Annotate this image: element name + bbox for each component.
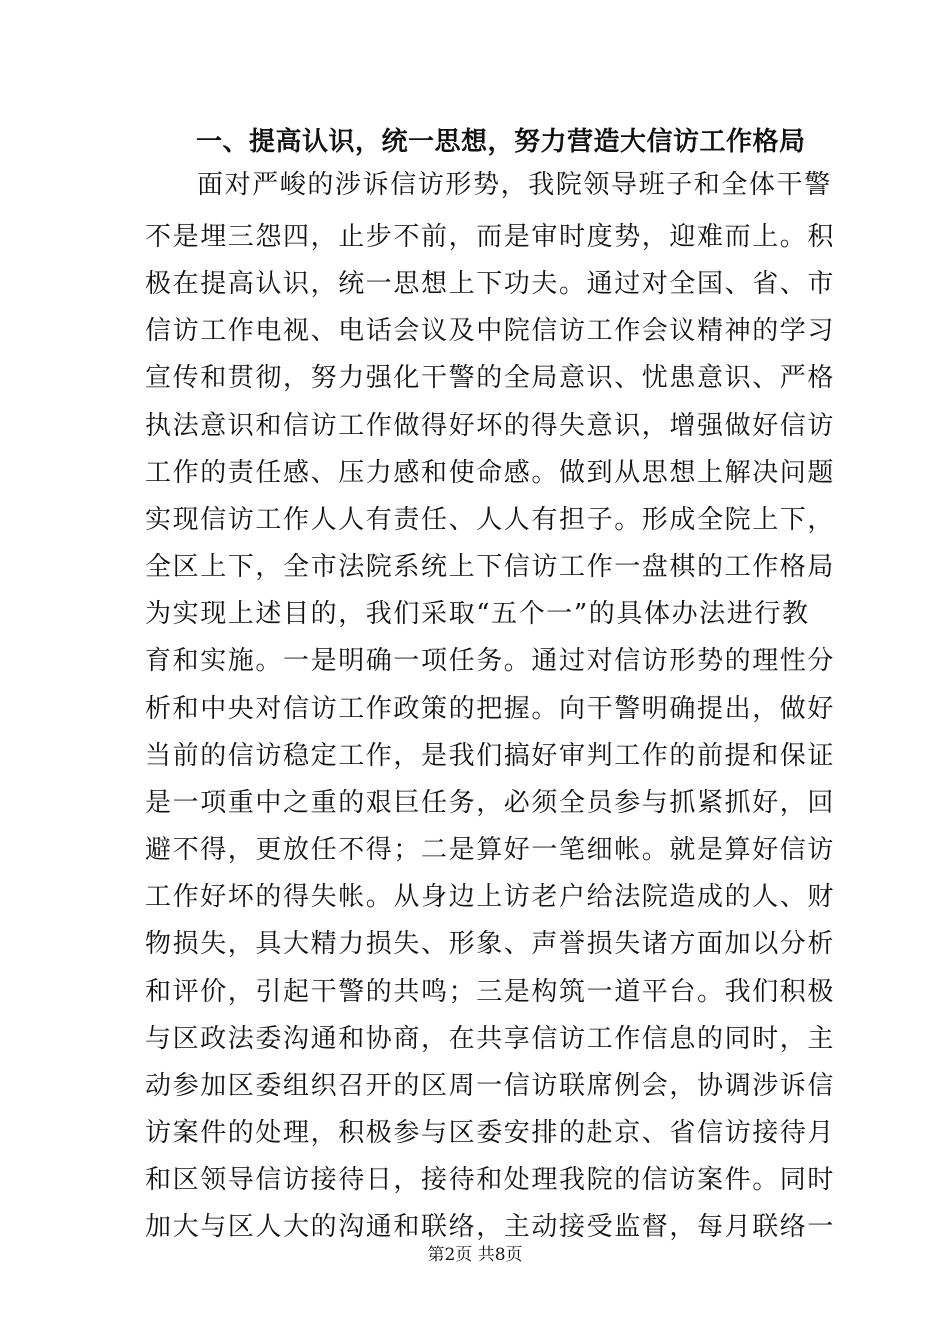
paragraph-line: 与区政法委沟通和协商，在共享信访工作信息的同时，主	[145, 1024, 836, 1054]
paragraph-line: 动参加区委组织召开的区周一信访联席例会，协调涉诉信	[145, 1071, 836, 1101]
paragraph-line: 宣传和贯彻，努力强化干警的全局意识、忧患意识、严格	[145, 363, 836, 393]
paragraph-line: 不是埋三怨四，止步不前，而是审时度势，迎难而上。积	[145, 222, 836, 252]
paragraph-line: 信访工作电视、电话会议及中院信访工作会议精神的学习	[145, 316, 836, 346]
paragraph-line: 析和中央对信访工作政策的把握。向干警明确提出，做好	[145, 694, 836, 724]
paragraph-line: 工作的责任感、压力感和使命感。做到从思想上解决问题	[145, 458, 836, 488]
paragraph-line: 为实现上述目的，我们采取“五个一”的具体办法进行教	[145, 599, 810, 629]
paragraph-line: 执法意识和信访工作做得好坏的得失意识，增强做好信访	[145, 411, 836, 441]
paragraph-line: 工作好坏的得失帐。从身边上访老户给法院造成的人、财	[145, 882, 836, 912]
section-heading: 一、提高认识，统一思想，努力营造大信访工作格局	[196, 127, 806, 157]
paragraph-line: 全区上下，全市法院系统上下信访工作一盘棋的工作格局	[145, 552, 836, 582]
paragraph-line: 和区领导信访接待日，接待和处理我院的信访案件。同时	[145, 1165, 836, 1195]
paragraph-line: 当前的信访稳定工作，是我们搞好审判工作的前提和保证	[145, 741, 836, 771]
paragraph-line: 是一项重中之重的艰巨任务，必须全员参与抓紧抓好，回	[145, 788, 836, 818]
paragraph-line: 面对严峻的涉诉信访形势，我院领导班子和全体干警	[197, 170, 832, 200]
paragraph-line: 和评价，引起干警的共鸣；三是构筑一道平台。我们积极	[145, 977, 836, 1007]
paragraph-line: 加大与区人大的沟通和联络，主动接受监督，每月联络一	[145, 1212, 836, 1242]
paragraph-line: 访案件的处理，积极参与区委安排的赴京、省信访接待月	[145, 1118, 836, 1148]
paragraph-line: 实现信访工作人人有责任、人人有担子。形成全院上下，	[145, 505, 836, 535]
paragraph-line: 育和实施。一是明确一项任务。通过对信访形势的理性分	[145, 646, 836, 676]
paragraph-line: 避不得，更放任不得；二是算好一笔细帐。就是算好信访	[145, 835, 836, 865]
paragraph-line: 极在提高认识，统一思想上下功夫。通过对全国、省、市	[145, 269, 836, 299]
paragraph-line: 物损失，具大精力损失、形象、声誉损失诸方面加以分析	[145, 929, 836, 959]
page-number-footer: 第2页 共8页	[427, 1245, 523, 1265]
